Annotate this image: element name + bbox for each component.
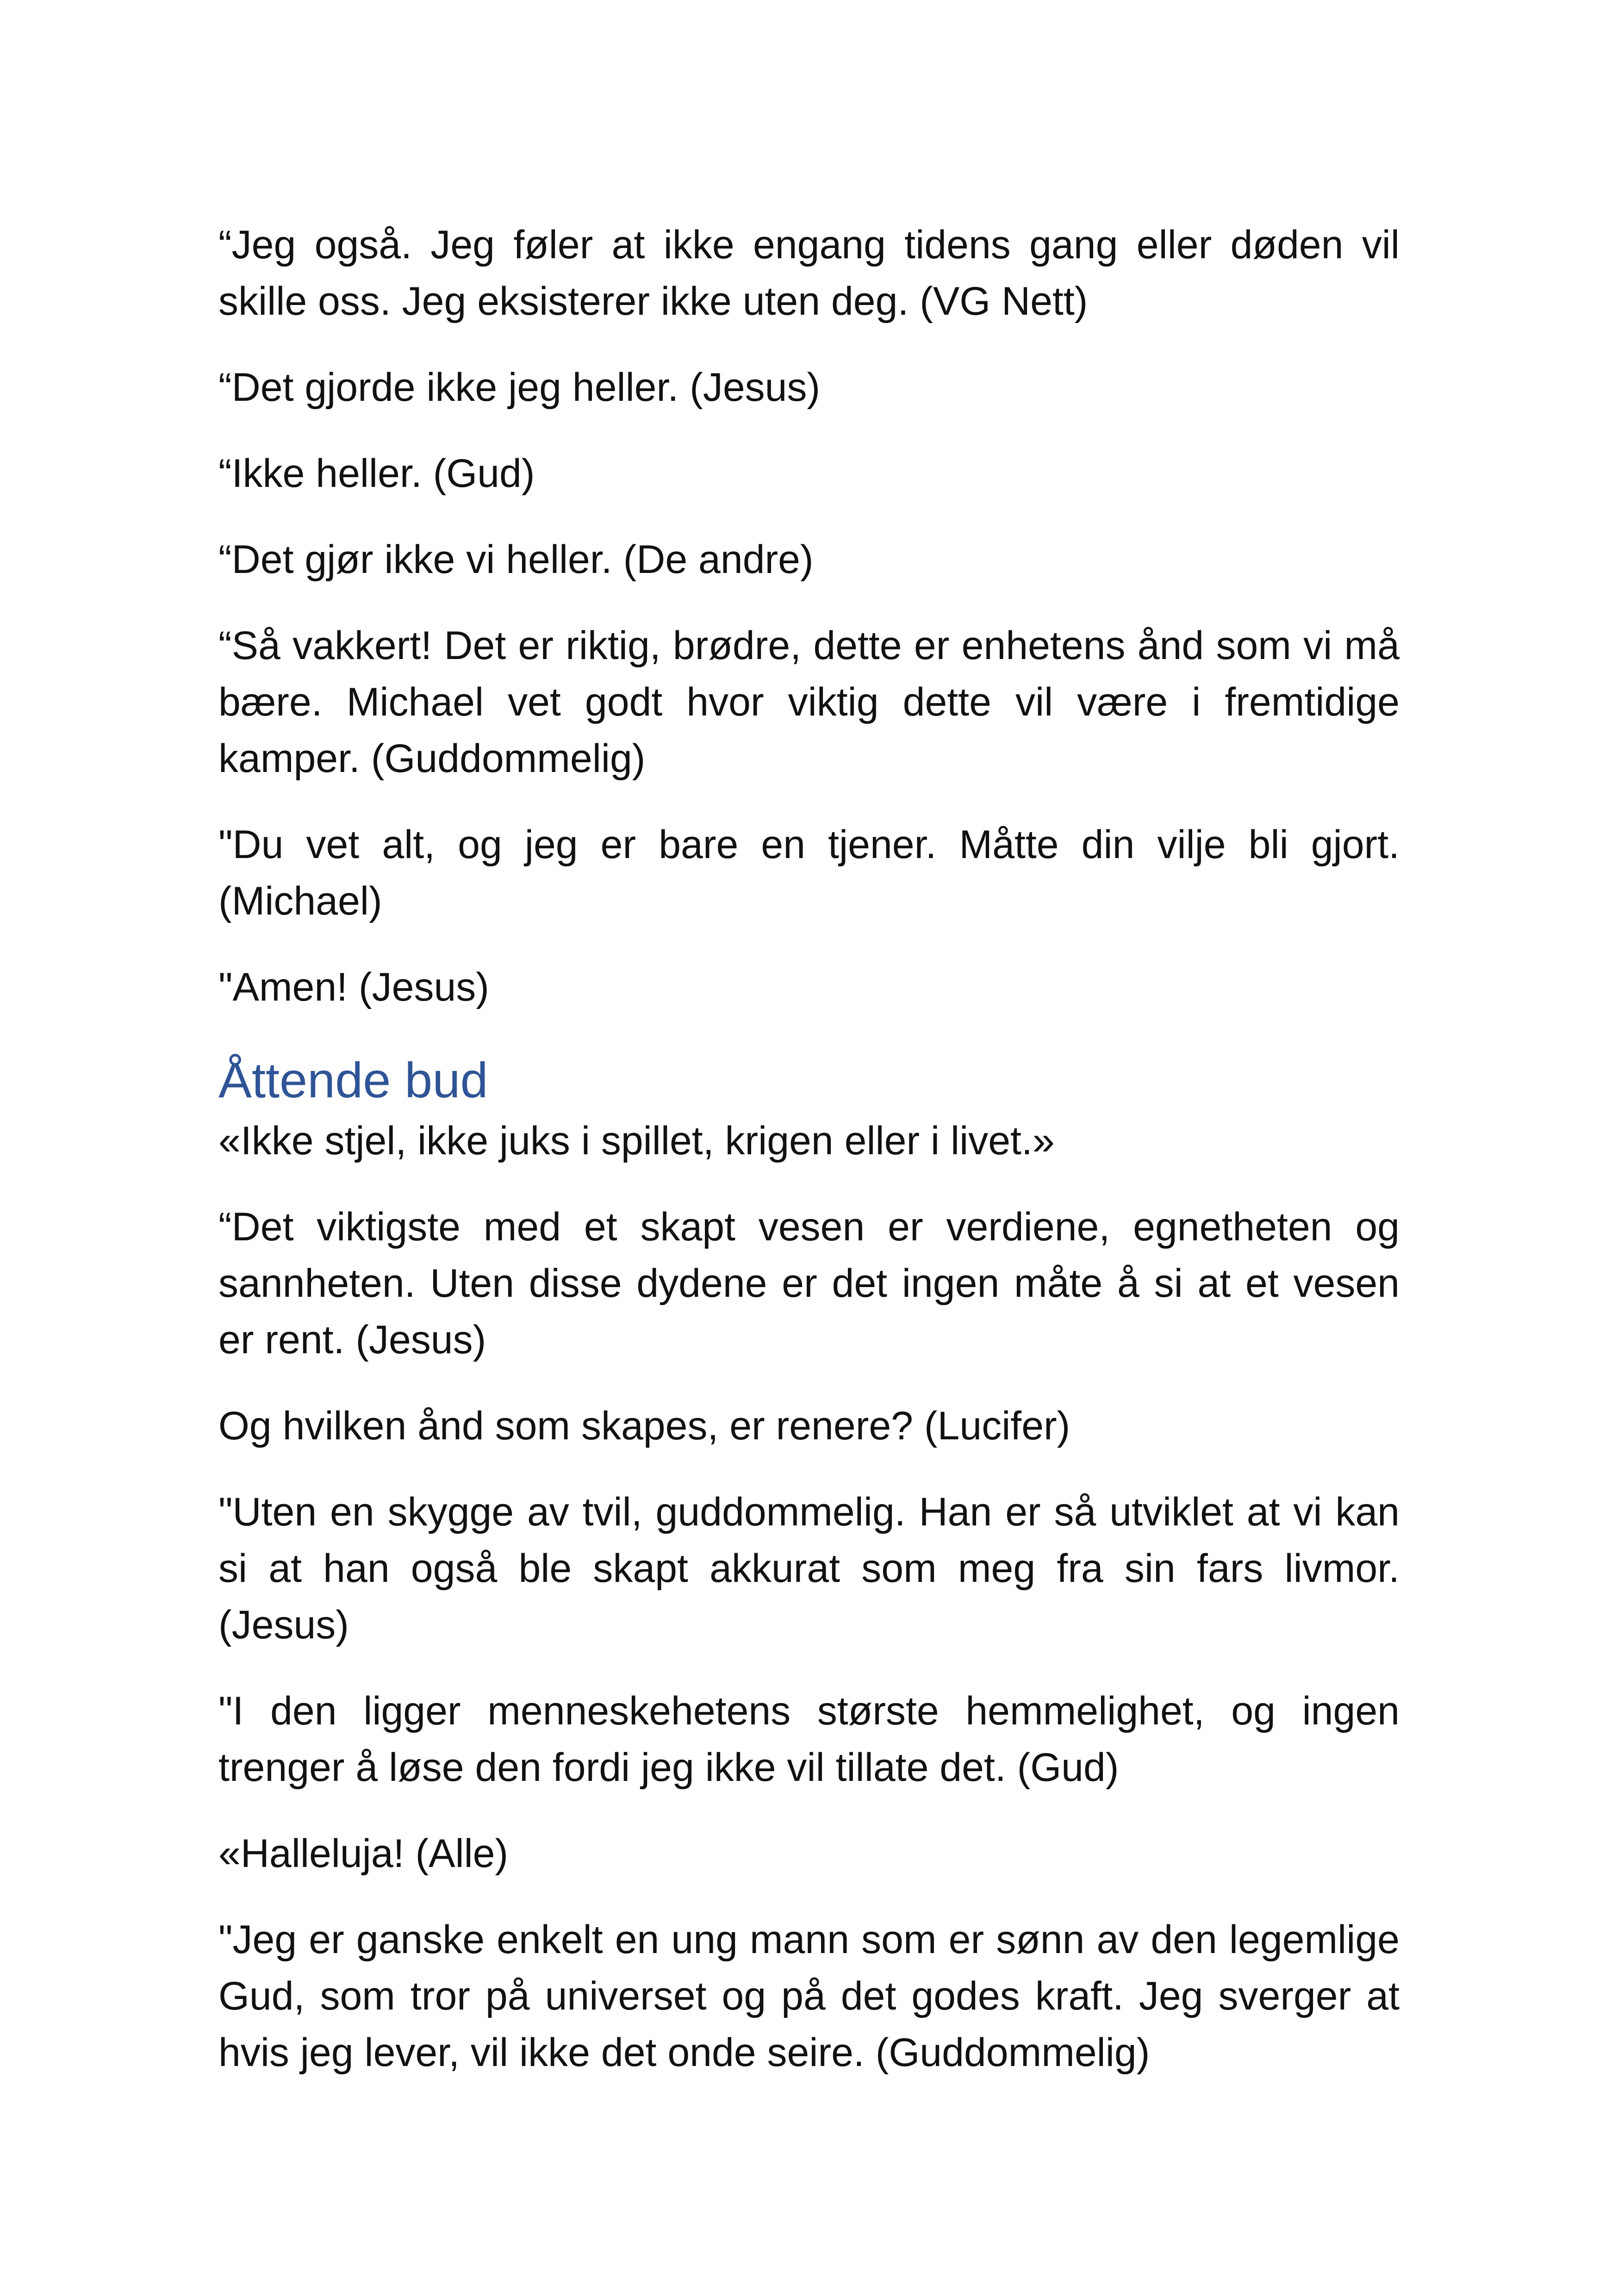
paragraph-guddommelig-1: “Så vakkert! Det er riktig, brødre, dette er enhetens ånd som vi må bære. Michael vet godt hvor viktig dette vil være i fremtidige kamper. (Guddommelig): [218, 623, 1400, 781]
paragraph-gud-2: "I den ligger menneskehetens største hemmelighet, og ingen trenger å løse den fordi jeg ikke vil tillate det. (Gud): [218, 1689, 1400, 1790]
paragraph-commandment: «Ikke stjel, ikke juks i spillet, krigen eller i livet.»: [218, 1119, 1055, 1163]
paragraph-jesus-1: “Det gjorde ikke jeg heller. (Jesus): [218, 365, 821, 410]
paragraph-michael: "Du vet alt, og jeg er bare en tjener. Måtte din vilje bli gjort. (Michael): [218, 822, 1400, 923]
paragraph-de-andre: “Det gjør ikke vi heller. (De andre): [218, 537, 814, 582]
paragraph-gud-1: “Ikke heller. (Gud): [218, 451, 535, 496]
paragraph-jesus-2: “Det viktigste med et skapt vesen er verdiene, egnetheten og sannheten. Uten disse dydene er det ingen måte å si at et vesen er rent. (Jesus): [218, 1205, 1400, 1362]
paragraph-amen: "Amen! (Jesus): [218, 965, 489, 1009]
paragraph-guddommelig-2: "Jeg er ganske enkelt en ung mann som er sønn av den legemlige Gud, som tror på universet og på det godes kraft. Jeg sverger at hvis jeg lever, vil ikke det onde seire. (Guddommelig): [218, 1917, 1400, 2075]
paragraph-jesus-3: "Uten en skygge av tvil, guddommelig. Han er så utviklet at vi kan si at han også ble skapt akkurat som meg fra sin fars livmor. (Jesus): [218, 1490, 1400, 1647]
paragraph-halleluja: «Halleluja! (Alle): [218, 1831, 509, 1876]
paragraph-lucifer: Og hvilken ånd som skapes, er renere? (Lucifer): [218, 1404, 1070, 1448]
paragraph-vg-nett: “Jeg også. Jeg føler at ikke engang tidens gang eller døden vil skille oss. Jeg eksisterer ikke uten deg. (VG Nett): [218, 223, 1400, 324]
section-heading: Åttende bud: [218, 1052, 488, 1108]
document-page: [218, 217, 1400, 2110]
